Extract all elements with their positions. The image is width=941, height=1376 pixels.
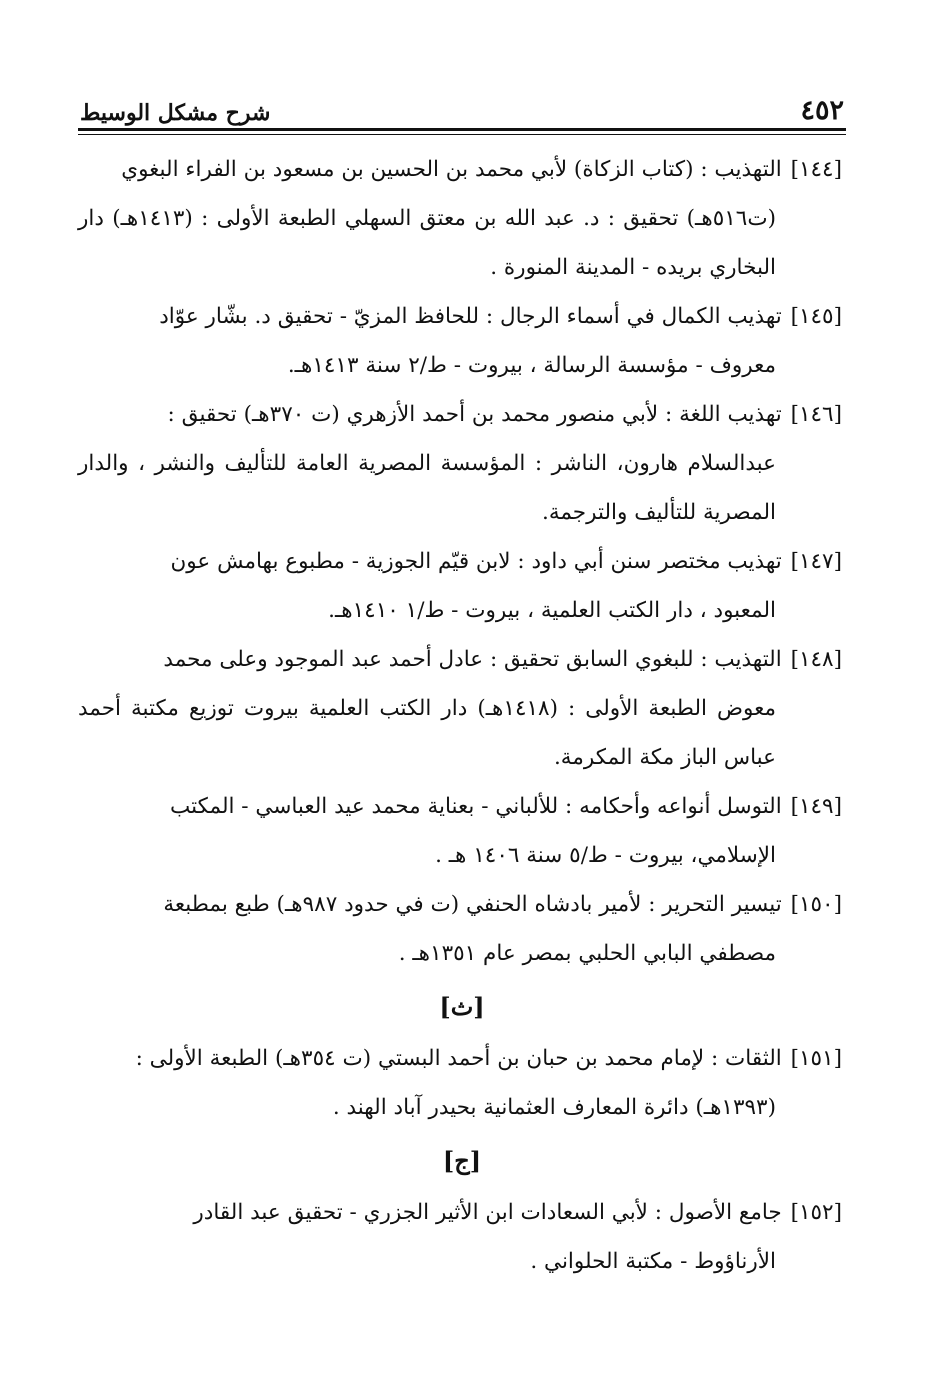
bibliography-entry <box>78 292 846 390</box>
entry-continuation: معوض الطبعة الأولى : (١٤١٨هـ) دار الكتب العلمية بيروت توزيع مكتبة أحمد عباس الباز مكة المكرمة. <box>78 696 776 770</box>
bibliography-entry <box>78 635 846 782</box>
entry-continuation: الأرناؤوط - مكتبة الحلواني . <box>530 1249 776 1274</box>
entry-number: [١٤٩] <box>790 794 842 819</box>
entry-first-line: جامع الأصول : لأبي السعادات ابن الأثير الجزري - تحقيق عبد القادر <box>193 1200 782 1225</box>
entry-first-line: التوسل أنواعه وأحكامه : للألباني - بعناية محمد عيد العباسي - المكتب <box>170 794 782 819</box>
entry-continuation: عبدالسلام هارون، الناشر : المؤسسة المصرية العامة للتأليف والنشر ، والدار المصرية للتأليف والترجمة. <box>78 451 776 525</box>
bibliography-entry <box>78 1188 846 1286</box>
book-page <box>78 84 846 1344</box>
entry-first-line: تيسير التحرير : لأمير بادشاه الحنفي (ت في حدود ٩٨٧هـ) طبع بمطبعة <box>163 892 782 917</box>
entry-number: [١٥٠] <box>790 892 842 917</box>
entry-number: [١٥١] <box>790 1046 842 1071</box>
entry-first-line: تهذيب الكمال في أسماء الرجال : للحافظ المزيّ - تحقيق د. بشّار عوّاد <box>159 304 782 329</box>
entry-first-line: التهذيب : للبغوي السابق تحقيق : عادل أحمد عبد الموجود وعلى محمد <box>163 647 782 672</box>
entry-first-line: تهذيب اللغة : لأبي منصور محمد بن أحمد الأزهري (ت ٣٧٠هـ) تحقيق : <box>167 402 782 427</box>
entry-first-line: التهذيب : (كتاب الزكاة) لأبي محمد بن الحسين بن مسعود بن الفراء البغوي <box>121 157 782 182</box>
entry-number: [١٤٦] <box>790 402 842 427</box>
section-heading-jim: [ج] <box>442 1146 482 1175</box>
bibliography-entry <box>78 390 846 537</box>
bibliography-entry <box>78 782 846 880</box>
bibliography-entry <box>78 880 846 978</box>
entry-continuation: الإسلامي، بيروت - ط/٥ سنة ١٤٠٦ هـ . <box>435 843 776 868</box>
bibliography-list <box>78 145 846 1286</box>
page-header <box>78 84 846 131</box>
entry-continuation: مصطفي البابي الحلبي بمصر عام ١٣٥١هـ . <box>398 941 776 966</box>
entry-number: [١٤٧] <box>790 549 842 574</box>
entry-continuation: (ت٥١٦هـ) تحقيق : د. عبد الله بن معتق السهلي الطبعة الأولى : (١٤١٣هـ) دار البخاري بريده - المدينة المنورة . <box>78 206 776 280</box>
entry-number: [١٥٢] <box>790 1200 842 1225</box>
entry-continuation: (١٣٩٣هـ) دائرة المعارف العثمانية بحيدر آباد الهند . <box>332 1095 776 1120</box>
bibliography-entry <box>78 145 846 292</box>
bibliography-entry <box>78 537 846 635</box>
running-title: شرح مشكل الوسيط <box>80 100 271 126</box>
page-number: ٤٥٢ <box>800 95 844 126</box>
bibliography-entry <box>78 1034 846 1132</box>
entry-first-line: الثقات : لإمام محمد بن حبان بن أحمد البستي (ت ٣٥٤هـ) الطبعة الأولى : <box>135 1046 782 1071</box>
entry-number: [١٤٨] <box>790 647 842 672</box>
entry-first-line: تهذيب مختصر سنن أبي داود : لابن قيّم الجوزية - مطبوع بهامش عون <box>170 549 782 574</box>
section-heading-tha: [ث] <box>439 992 485 1021</box>
entry-continuation: معروف - مؤسسة الرسالة ، بيروت - ط/٢ سنة ١٤١٣هـ. <box>287 353 776 378</box>
entry-number: [١٤٤] <box>790 157 842 182</box>
entry-number: [١٤٥] <box>790 304 842 329</box>
entry-continuation: المعبود ، دار الكتب العلمية ، بيروت - ط/١ ١٤١٠هـ. <box>328 598 776 623</box>
